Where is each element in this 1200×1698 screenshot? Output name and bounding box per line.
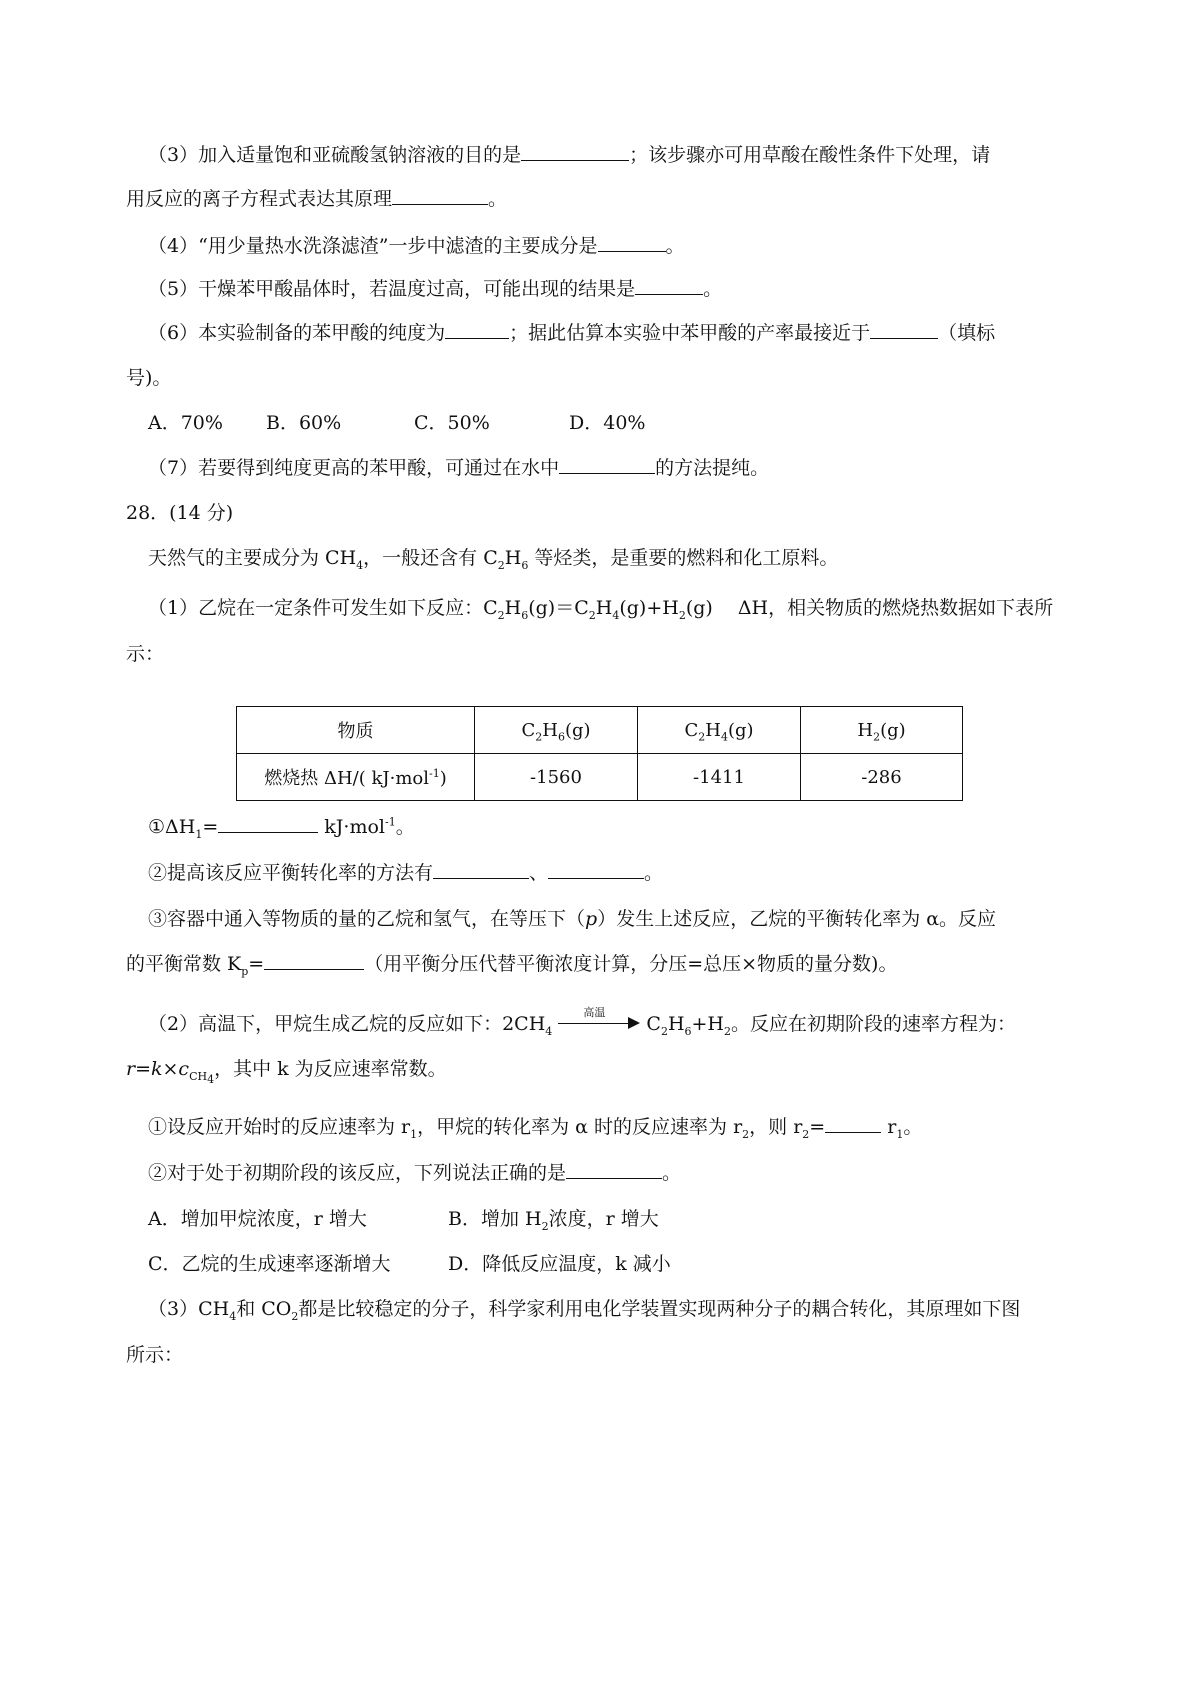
option-d[interactable]: D．降低反应温度，k 减小 (448, 1253, 671, 1275)
q28-header: 28．(14 分) (126, 502, 234, 524)
answer-blank[interactable] (548, 860, 644, 879)
answer-blank[interactable] (825, 1114, 881, 1133)
q28-sub1: $①\Delta H_1= kJ\cdot mol^{-1}$。 (148, 815, 415, 841)
table-cell: -1560 (475, 754, 638, 801)
answer-blank[interactable] (635, 276, 703, 295)
answer-blank[interactable] (218, 814, 318, 833)
q28-part2-sub2: ②对于处于初期阶段的该反应，下列说法正确的是 。 (148, 1162, 682, 1184)
table-header-cell: $H_2(g)$ (801, 707, 963, 754)
table-cell: -1411 (638, 754, 801, 801)
option-a[interactable]: A．70% (148, 412, 223, 434)
option-a[interactable]: A．增加甲烷浓度，r 增大 (148, 1208, 367, 1230)
answer-blank[interactable] (521, 142, 629, 161)
q28-sub2: ②提高该反应平衡转化率的方法有 、 。 (148, 862, 664, 884)
table-header-cell: $C_2H_6(g)$ (475, 707, 638, 754)
answer-blank[interactable] (598, 233, 666, 252)
answer-blank[interactable] (264, 951, 364, 970)
q3-line2: 用反应的离子方程式表达其原理 。 (126, 188, 508, 210)
answer-blank[interactable] (433, 860, 529, 879)
q28-part1-line1: （1）乙烷在一定条件可发生如下反应：$C_2H_6(g)=C_2H_4(g)+H_2(g)$ ΔH，相关物质的燃烧热数据如下表所 (148, 597, 1054, 622)
q6-line1: （6）本实验制备的苯甲酸的纯度为 ；据此估算本实验中苯甲酸的产率最接近于 （填标 (148, 322, 996, 344)
reaction-arrow: 高温 (558, 1012, 640, 1032)
q5-line: （5）干燥苯甲酸晶体时，若温度过高，可能出现的结果是 。 (148, 278, 723, 300)
q28-part2-options-row2 (148, 1251, 671, 1277)
option-c[interactable]: C．50% (414, 412, 490, 434)
q28-sub3-line2: 的平衡常数 $K_p=$ （用平衡分压代替平衡浓度计算，分压=总压×物质的量分数)。 (126, 953, 898, 978)
q28-part2-line1: （2）高温下，甲烷生成乙烷的反应如下：$2CH_4$ 高温 $C_2H_6+H_2$。反应在初期阶段的速率方程为： (148, 1006, 1017, 1038)
table-header-cell: $C_2H_4(g)$ (638, 707, 801, 754)
q28-part2-options-row1 (148, 1206, 659, 1232)
q28-part1-line2: 示： (126, 643, 165, 665)
option-c[interactable]: C．乙烷的生成速率逐渐增大 (148, 1253, 391, 1275)
answer-blank[interactable] (392, 186, 488, 205)
q3-line1: （3）加入适量饱和亚硫酸氢钠溶液的目的是 ；该步骤亦可用草酸在酸性条件下处理，请 (148, 144, 991, 166)
table-row-label: 燃烧热 ΔH/( kJ·mol$^{-1}$) (237, 754, 475, 801)
option-d[interactable]: D．40% (569, 412, 646, 434)
q4-line: （4）“用少量热水洗涤滤渣”一步中滤渣的主要成分是 。 (148, 235, 685, 257)
answer-blank[interactable] (559, 455, 655, 474)
option-b[interactable]: B．60% (266, 412, 342, 434)
q6-options (148, 410, 669, 436)
answer-blank[interactable] (870, 320, 938, 339)
combustion-heat-table (236, 706, 963, 801)
table-row (237, 754, 963, 801)
table-header-cell: 物质 (237, 707, 475, 754)
table-cell: -286 (801, 754, 963, 801)
q6-line2: 号)。 (126, 367, 172, 389)
table-header-row (237, 707, 963, 754)
option-b[interactable]: B．增加 $H_2$浓度，r 增大 (448, 1208, 659, 1233)
answer-blank[interactable] (566, 1160, 662, 1179)
q28-intro: 天然气的主要成分为 $CH_4$，一般还含有 $C_2H_6$ 等烃类，是重要的燃料和化工原料。 (148, 547, 839, 572)
q28-part2-sub1: ①设反应开始时的反应速率为 $r_1$，甲烷的转化率为 α 时的反应速率为 $r_2$，则 $r_2= r_1$。 (148, 1116, 923, 1141)
q28-part2-line2: $r=k\times c_{CH_4}$，其中 k 为反应速率常数。 (126, 1058, 447, 1086)
answer-blank[interactable] (445, 320, 509, 339)
q7-line: （7）若要得到纯度更高的苯甲酸，可通过在水中 的方法提纯。 (148, 457, 770, 479)
q28-sub3-line1: ③容器中通入等物质的量的乙烷和氢气，在等压下（p）发生上述反应，乙烷的平衡转化率为 α。反应 (148, 908, 997, 930)
q28-part3-line2: 所示： (126, 1344, 184, 1366)
q28-part3-line1: $(3)CH_4$和 $CO_2$都是比较稳定的分子，科学家利用电化学装置实现两种分子的耦合转化，其原理如下图 (148, 1298, 1021, 1323)
